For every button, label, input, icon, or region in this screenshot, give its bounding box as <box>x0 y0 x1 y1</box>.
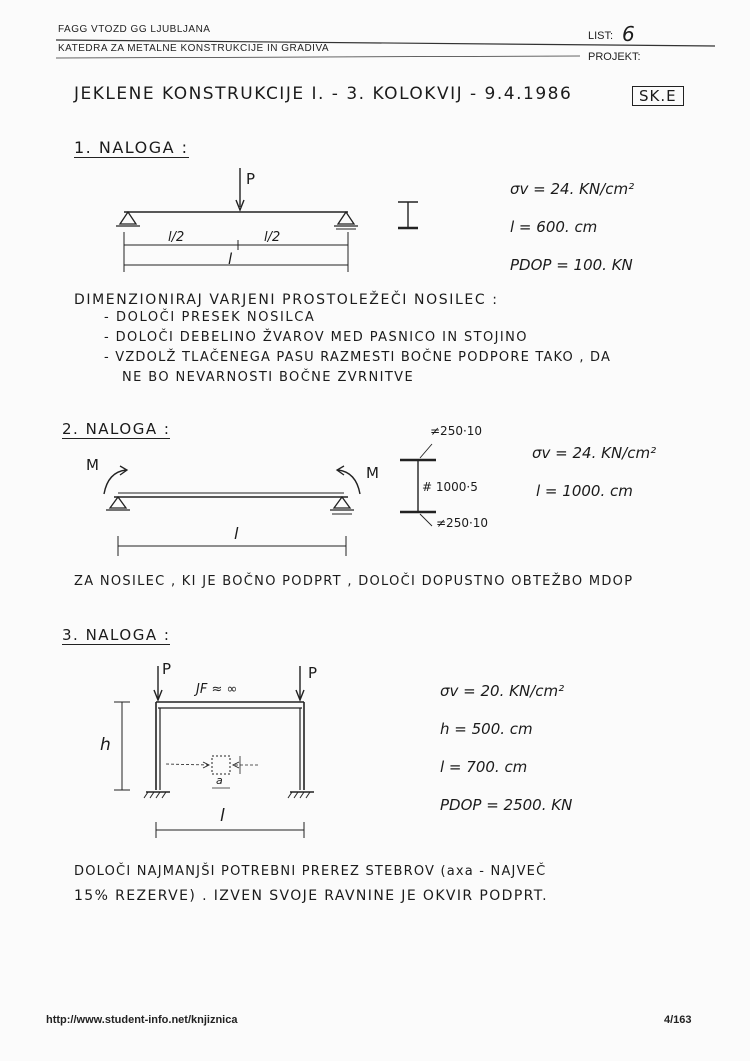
exam-title: JEKLENE KONSTRUKCIJE I. - 3. KOLOKVIJ - 9.4.1986 <box>74 84 573 104</box>
task3-span-label: l <box>220 806 225 826</box>
task1-half-right: l/2 <box>264 230 281 245</box>
department-name: KATEDRA ZA METALNE KONSTRUKCIJE IN GRADIVA <box>58 43 330 54</box>
task1-load-label: P <box>246 170 256 188</box>
task1-heading: 1. NALOGA : <box>74 138 189 157</box>
task1-sigma: σv = 24. KN/cm² <box>510 180 635 198</box>
task3-h-value: h = 500. cm <box>440 720 533 738</box>
task1-pdop: PDOP = 100. KN <box>510 256 633 274</box>
list-label: LIST: <box>588 30 614 42</box>
task1-length: l = 600. cm <box>510 218 598 236</box>
task2-text: ZA NOSILEC , KI JE BOČNO PODPRT , DOLOČI DOPUSTNO OBTEŽBO MDOP <box>74 574 634 589</box>
footer-page-number: 4/163 <box>664 1014 692 1026</box>
task3-text-line: DOLOČI NAJMANJŠI POTREBNI PREREZ STEBROV (axa - NAJVEČ <box>74 864 547 879</box>
institution-name: FAGG VTOZD GG LJUBLJANA <box>58 24 211 35</box>
task2-web: # 1000·5 <box>422 480 478 494</box>
task1-text-line: DIMENZIONIRAJ VARJENI PROSTOLEŽEČI NOSILEC : <box>74 292 499 308</box>
task2-moment-left: M <box>86 456 99 474</box>
task3-pdop: PDOP = 2500. KN <box>440 796 573 814</box>
task3-section-a: a <box>216 774 223 787</box>
task3-sigma: σv = 20. KN/cm² <box>440 682 565 700</box>
task1-text-line: - DOLOČI DEBELINO ŽVAROV MED PASNICO IN STOJINO <box>104 330 528 345</box>
list-value: 6 <box>622 22 635 46</box>
task1-text-line: - VZDOLŽ TLAČENEGA PASU RAZMESTI BOČNE PODPORE TAKO , DA <box>104 350 612 365</box>
task2-sigma: σv = 24. KN/cm² <box>532 444 657 462</box>
task2-moment-right: M <box>366 464 379 482</box>
task1-span-label: l <box>228 250 233 268</box>
task3-l-value: l = 700. cm <box>440 758 528 776</box>
task2-span-label: l <box>234 524 239 543</box>
task3-beam-inertia: JF ≈ ∞ <box>196 682 238 697</box>
task1-text-line: NE BO NEVARNOSTI BOČNE ZVRNITVE <box>122 370 415 385</box>
task2-heading: 2. NALOGA : <box>62 420 171 438</box>
exam-code-badge: SK.E <box>632 86 684 106</box>
task2-length: l = 1000. cm <box>536 482 633 500</box>
task2-flange-bottom: ≠250·10 <box>436 516 489 530</box>
task3-load-left: P <box>162 660 172 678</box>
projekt-label: PROJEKT: <box>588 51 641 63</box>
task3-load-right: P <box>308 664 318 682</box>
task1-text-line: - DOLOČI PRESEK NOSILCA <box>104 310 316 325</box>
task3-text-line: 15% REZERVE) . IZVEN SVOJE RAVNINE JE OKVIR PODPRT. <box>74 888 548 904</box>
task3-heading: 3. NALOGA : <box>62 626 171 644</box>
footer-url[interactable]: http://www.student-info.net/knjiznica <box>46 1014 238 1026</box>
task2-flange-top: ≠250·10 <box>430 424 483 438</box>
task3-height-label: h <box>100 735 111 755</box>
task1-half-left: l/2 <box>168 230 185 245</box>
